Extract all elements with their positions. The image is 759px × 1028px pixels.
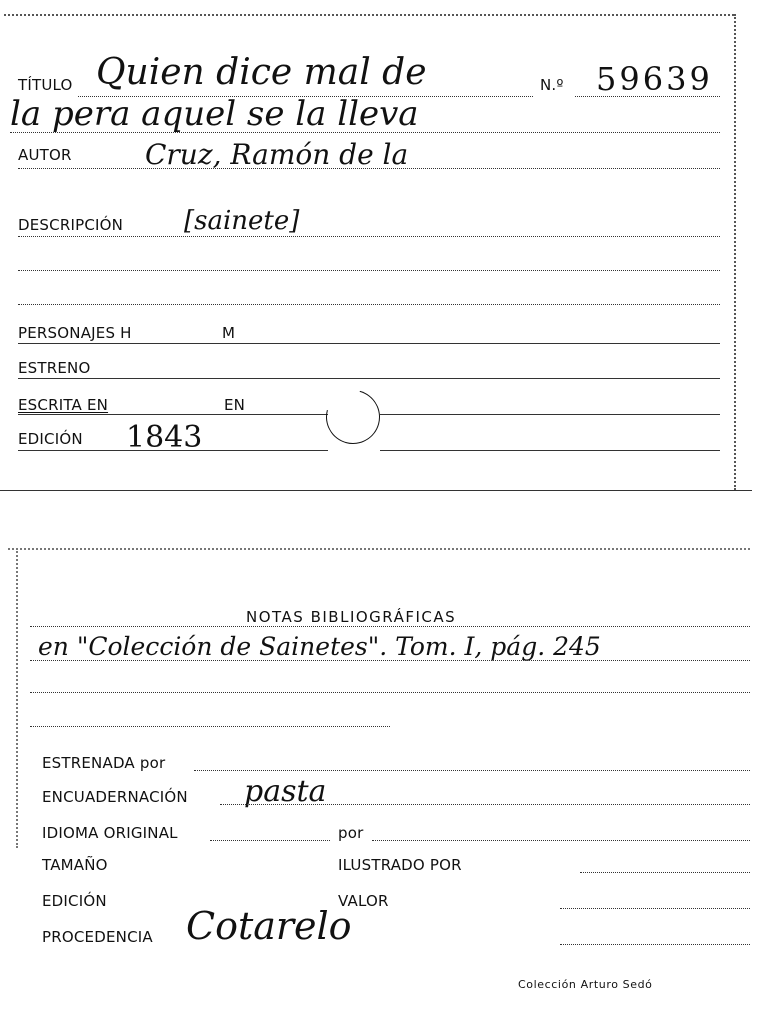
card-bottom-edge — [0, 490, 752, 491]
descripcion-value: [sainete] — [184, 206, 300, 236]
collection-footer: Colección Arturo Sedó — [518, 978, 653, 991]
ilustrado-rule — [580, 872, 750, 873]
estreno-label: ESTRENO — [18, 359, 91, 377]
descripcion-label: DESCRIPCIÓN — [18, 216, 124, 234]
notas-rule — [30, 626, 750, 627]
card2-left-edge — [16, 548, 18, 848]
encuadernacion-label: ENCUADERNACIÓN — [42, 788, 188, 806]
punch-hole — [316, 380, 390, 454]
numero-label: N.º — [540, 76, 564, 94]
notas-heading: NOTAS BIBLIOGRÁFICAS — [246, 608, 457, 626]
personajes-label: PERSONAJES H — [18, 324, 132, 342]
autor-rule — [18, 168, 720, 169]
descripcion-rule-3 — [18, 304, 720, 305]
procedencia-value: Cotarelo — [186, 904, 352, 948]
valor-rule — [560, 908, 750, 909]
idioma-por-label: por — [338, 824, 364, 842]
idioma-label: IDIOMA ORIGINAL — [42, 824, 178, 842]
escrita-rule-right — [380, 414, 720, 415]
escrita-en-label: EN — [224, 396, 246, 414]
notas-rule-2 — [30, 660, 750, 661]
notas-value: en "Colección de Sainetes". Tom. I, pág. 245 — [38, 632, 601, 661]
edicion-label: EDICIÓN — [18, 430, 83, 448]
notas-rule-3 — [30, 692, 750, 693]
autor-label: AUTOR — [18, 146, 72, 164]
card-right-edge — [734, 14, 736, 490]
edicion-rule — [18, 450, 328, 451]
titulo-value-line2: la pera aquel se la lleva — [10, 94, 419, 134]
idioma-rule — [210, 840, 330, 841]
procedencia-rule — [560, 944, 750, 945]
card2-top-edge — [8, 548, 750, 550]
edicion-value: 1843 — [126, 420, 203, 455]
personajes-m-label: M — [222, 324, 236, 342]
encuadernacion-rule — [220, 804, 750, 805]
idioma-por-rule — [372, 840, 750, 841]
estrenada-rule — [194, 770, 750, 771]
escrita-rule — [18, 414, 328, 415]
autor-value: Cruz, Ramón de la — [145, 138, 409, 171]
titulo-value-line1: Quien dice mal de — [96, 52, 427, 93]
personajes-rule — [18, 343, 720, 344]
numero-rule — [575, 96, 720, 97]
card-top-edge — [4, 14, 734, 16]
titulo-label: TÍTULO — [18, 76, 73, 94]
notas-rule-4 — [30, 726, 390, 727]
descripcion-rule-2 — [18, 270, 720, 271]
descripcion-rule — [18, 236, 720, 237]
escrita-label: ESCRITA EN — [18, 396, 109, 414]
edicion2-label: EDICIÓN — [42, 892, 107, 910]
estreno-rule — [18, 378, 720, 379]
procedencia-label: PROCEDENCIA — [42, 928, 153, 946]
valor-label: VALOR — [338, 892, 389, 910]
estrenada-label: ESTRENADA por — [42, 754, 166, 772]
titulo-rule-2 — [10, 132, 720, 133]
encuadernacion-value: pasta — [244, 774, 327, 809]
tamano-label: TAMAÑO — [42, 856, 108, 874]
ilustrado-label: ILUSTRADO POR — [338, 856, 462, 874]
edicion-rule-right — [380, 450, 720, 451]
numero-value: 59639 — [596, 60, 713, 98]
